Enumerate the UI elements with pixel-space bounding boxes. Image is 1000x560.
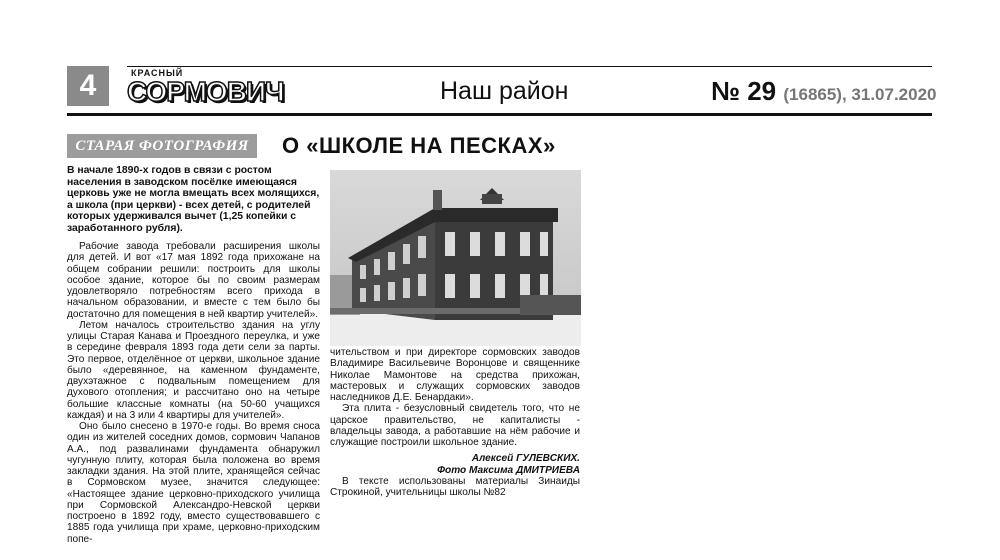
- paragraph: Летом началось строительство здания на углу улицы Старая Канава и Проездного переулка, и уже в середине февраля 1893 года дети сели за парты. Это первое, отделённое от церкви, школьное здание было «деревянное, на каменном фундаменте, двухэтажное с подвальным помещением для духового отопления; и рассчитано оно на четыре большие классные комнаты (на 50-60 учащихся каждая) и на 3 или 4 квартиры для учителей».: [67, 319, 320, 421]
- paragraph: чительством и при директоре сормовских заводов Владимире Васильевиче Воронцове и священнике Николае Мамонтове на средства прихожан, мастеровых и служащих сормовских заводов наследников Д.Е. Бенардаки».: [330, 347, 580, 403]
- author-signature: Алексей ГУЛЕВСКИХ.: [471, 453, 580, 465]
- masthead-big-text: СОРМОВИЧ: [127, 76, 284, 107]
- header-top-rule: [127, 66, 932, 67]
- rubric-label: СТАРАЯ ФОТОГРАФИЯ: [67, 134, 257, 158]
- article-column-1: [67, 241, 320, 545]
- issue-info: [711, 76, 937, 110]
- source-note: В тексте использованы материалы Зинаиды Строкиной, учительницы школы №82: [330, 475, 580, 498]
- page-number: 4: [67, 66, 109, 106]
- paragraph: Рабочие завода требовали расширения школы для детей. И вот «17 мая 1892 года прихожане на общем собрании решили: построить для школы особое здание, которое бы по своим размерам удовлетворяло потребностям всего прихода в начальном образовании, и вместе с тем было бы достаточно для помещения в ней квартир учителей».: [67, 241, 320, 320]
- paragraph: Оно было снесено в 1970-е годы. Во время сноса один из жителей соседних домов, сормович Чапанов А.А., под развалинами фундамента обнаружил чугунную плиту, которая была положена во время закладки здания. На этой плите, хранящейся сейчас в Сормовском музее, значится следующее: «Настоящее здание церковно-приходского училища при Сормовской Александро-Невской церкви построено в 1892 году, вместо существовавшего с 1885 года училища при храме, церковно-приходским попе-: [67, 421, 320, 545]
- masthead-small-text: КРАСНЫЙ: [131, 68, 184, 78]
- issue-date: (16865), 31.07.2020: [783, 85, 937, 104]
- issue-number: № 29: [711, 76, 777, 106]
- section-title: Наш район: [440, 77, 569, 105]
- school-building-image: [330, 170, 581, 346]
- header-rule: [67, 113, 932, 116]
- article-headline: О «ШКОЛЕ НА ПЕСКАХ»: [282, 133, 556, 158]
- article-lead: В начале 1890-х годов в связи с ростом населения в заводском посёлке имеющаяся церковь уже не могла вмещать всех молящихся, а школа (при церкви) - всех детей, с родителей которых удерживался вычет (1,25 копейки с заработанного рубля).: [67, 165, 320, 234]
- article-column-2: [330, 347, 580, 498]
- school-photo: [330, 170, 581, 346]
- paragraph: Эта плита - безусловный свидетель того, что не царское правительство, не капиталисты - владельцы завода, а работавшие на нём рабочие и служащие построили школьное здание.: [330, 403, 580, 448]
- photo-credit: Фото Максима ДМИТРИЕВА: [437, 464, 580, 476]
- masthead-logo: [127, 69, 284, 106]
